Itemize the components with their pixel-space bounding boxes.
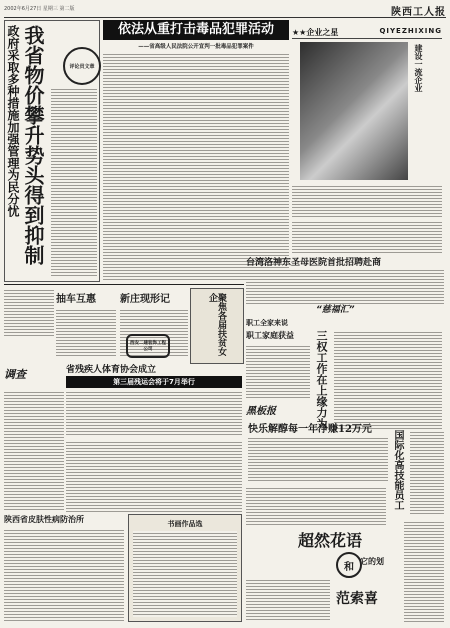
lead-subhead: ——省高级人民法院公开宣判一批毒品犯罪案件	[138, 44, 254, 50]
profit-body	[248, 436, 388, 482]
page-header	[4, 3, 446, 18]
car-ad-text	[56, 308, 116, 358]
company-seal: 西安二建装饰工程公司	[126, 334, 170, 358]
poster-vertical: 聚焦各届扶贫女企	[207, 293, 226, 356]
hospital-body	[246, 268, 444, 304]
harmony-mark: 和	[336, 552, 362, 578]
right-middle-text	[334, 330, 442, 430]
sports-games-subhead: 第三届残运会将于7月举行	[66, 376, 242, 388]
sports-body	[66, 390, 242, 436]
enterprise-pinyin: QIYEZHIXING	[379, 27, 442, 35]
family-subhead: 职工全家来说	[246, 319, 288, 327]
skills-text	[410, 430, 444, 516]
flower-slogan[interactable]: 超然花语	[298, 531, 363, 550]
editorial-seal: 评论员文章	[63, 47, 101, 85]
skills-vertical: 国际化高技能员工	[392, 430, 403, 510]
profit-headline[interactable]: 快乐解醇每一年净赚12万元	[248, 424, 372, 435]
bottom-left-body	[246, 578, 330, 622]
enterprise-caption	[292, 184, 442, 218]
enterprise-label: ★★企业之星	[292, 28, 339, 37]
far-right-text	[404, 520, 444, 622]
lower-center-text	[66, 440, 242, 512]
clinic-ad-text	[4, 528, 124, 622]
gallery-title: 书画作品选	[167, 520, 203, 528]
gallery-box	[128, 514, 242, 622]
hospital-headline[interactable]: 台湾洛神东圣母医院首批招聘赴商	[246, 258, 382, 268]
enterprise-body	[292, 220, 442, 254]
lead-body-text	[103, 52, 289, 280]
newspaper-masthead: 陕西工人报	[391, 7, 446, 18]
family-body	[246, 344, 310, 398]
poster-box	[190, 288, 244, 364]
clinic-ad-title[interactable]: 陕西省皮肤性病防治所	[4, 515, 84, 524]
family-title[interactable]: 职工家庭获益	[246, 331, 294, 340]
survey-mark: 调查	[4, 368, 26, 381]
car-ad-title[interactable]: 抽车互惠	[56, 294, 96, 305]
blackboard-mark: 黑板报	[246, 406, 276, 417]
editorial-headline[interactable]: 政府采取多种措施加强管理为民分忧	[6, 25, 20, 217]
left-body-text	[51, 87, 97, 277]
issue-date: 2002年6月27日 星期三 第二版	[4, 6, 75, 12]
enterprise-vertical: 建设一流企业	[414, 44, 423, 92]
plan-mark: 它的划	[360, 557, 384, 566]
price-headline[interactable]: 我省物价攀升势头得到抑制	[21, 25, 45, 265]
band-rule	[4, 284, 244, 285]
new-show-title[interactable]: 新庄现形记	[120, 294, 170, 305]
gallery-text	[133, 531, 237, 617]
middle-left-text	[4, 288, 54, 338]
brand-script: “慈福汇”	[316, 305, 355, 315]
enterprise-header	[292, 26, 442, 39]
work-vertical-quote: 三权工作在上缘力为	[315, 330, 328, 429]
left-column	[4, 20, 100, 282]
lead-headline[interactable]: 依法从重打击毒品犯罪活动	[103, 20, 289, 40]
sports-assoc-headline[interactable]: 省残疾人体育协会成立	[66, 365, 157, 375]
portrait-photo	[300, 42, 408, 180]
left-lower-text	[4, 390, 64, 510]
closing-name[interactable]: 范索喜	[336, 591, 378, 607]
bottom-right-text	[246, 486, 386, 526]
